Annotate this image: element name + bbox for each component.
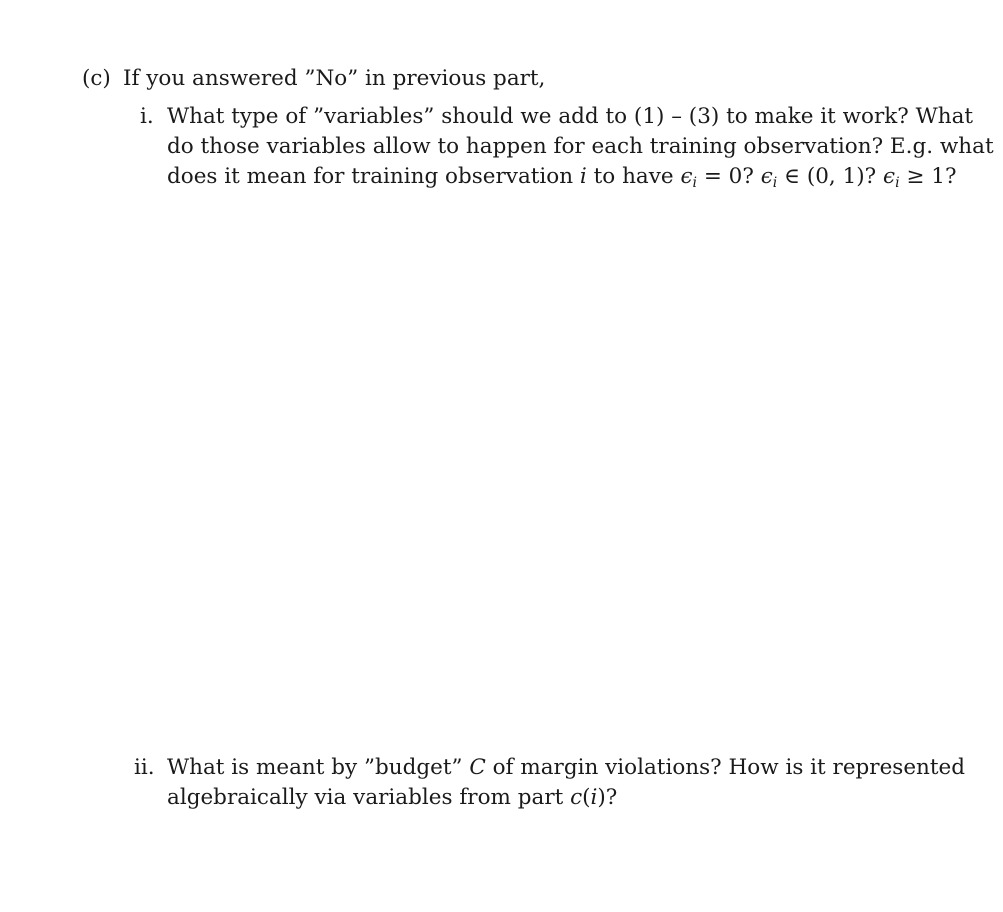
item-i-line-3-text: does it mean for training observation	[167, 164, 574, 189]
item-ii-line-2-a: algebraically via variables from part	[167, 785, 564, 810]
part-ref-open: (	[582, 785, 591, 810]
epsilon-3-sub: i	[895, 175, 900, 191]
condition-3: ≥ 1?	[906, 164, 957, 189]
item-i-line-1: What type of ”variables” should we add to (1) – (3) to make it work? What	[167, 104, 974, 129]
part-ref-close: )?	[597, 785, 618, 810]
item-ii-label: ii.	[134, 755, 155, 780]
condition-2: ∈ (0, 1)?	[784, 164, 877, 189]
budget-var-c: C	[469, 755, 486, 780]
condition-1: = 0?	[703, 164, 754, 189]
epsilon-1: ϵ	[680, 164, 693, 189]
epsilon-2-sub: i	[772, 175, 778, 191]
item-ii-line-1-b: of margin violations? How is it represented	[492, 755, 966, 780]
item-i-line-3-rest: to have	[593, 164, 674, 189]
epsilon-1-sub: i	[692, 175, 697, 191]
item-i-label: i.	[140, 104, 154, 129]
item-ii-line-1-a: What is meant by ”budget”	[167, 755, 463, 780]
part-ref-i: i	[590, 785, 598, 810]
epsilon-2: ϵ	[760, 164, 773, 189]
epsilon-3: ϵ	[883, 164, 896, 189]
part-c-label: (c)	[82, 66, 111, 91]
part-ref-c: c	[570, 785, 583, 810]
item-ii-line-1	[167, 753, 965, 783]
item-i-line-3	[167, 162, 956, 198]
item-i-var-i: i	[579, 164, 587, 189]
item-i-line-2: do those variables allow to happen for each training observation? E.g. what	[167, 134, 994, 159]
item-ii-line-2	[167, 783, 617, 813]
part-c-intro: If you answered ”No” in previous part,	[123, 66, 546, 91]
